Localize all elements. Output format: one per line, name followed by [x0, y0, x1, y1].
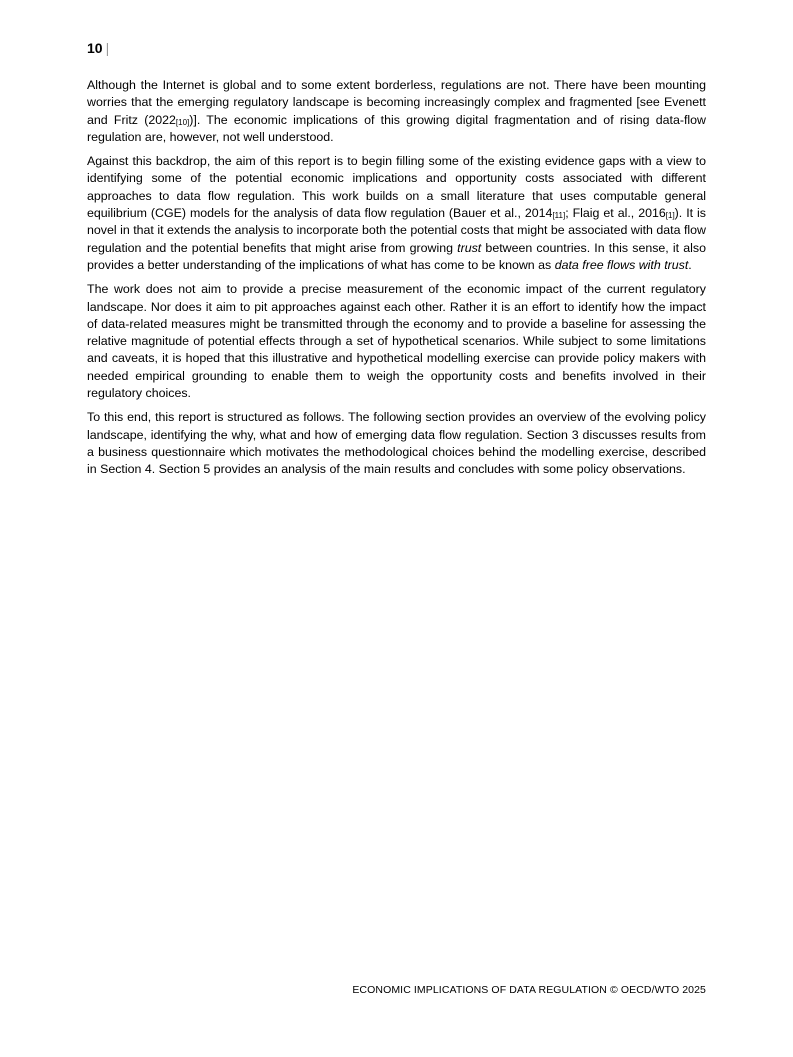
- paragraph-text: ). It is novel in that it extends the analysis to incorporate both the potential costs that might be associated with data flow regulation and the potential benefits that might arise from growing: [87, 206, 706, 255]
- paragraph-text: between countries. In this sense, it also provides a better understanding of the implications of what has come to be known as: [87, 240, 706, 272]
- paragraph-intro: [87, 77, 706, 146]
- paragraph-structure: To this end, this report is structured as follows. The following section provides an overview of the evolving policy landscape, identifying the why, what and how of emerging data flow regulation. Section 3 discusses results from a business questionnaire which motivates the methodological choices behind the modelling exercise, described in Section 4. Section 5 provides an analysis of the main results and concludes with some policy observations.: [87, 410, 706, 477]
- page-footer: ECONOMIC IMPLICATIONS OF DATA REGULATION © OECD/WTO 2025: [352, 984, 706, 996]
- emphasis-dfft: data free flows with trust: [554, 257, 689, 272]
- body-text: [87, 77, 706, 486]
- paragraph-text: Although the Internet is global and to some extent borderless, regulations are not. There have been mounting worries that the emerging regulatory landscape is becoming increasingly complex and fragmented [see Evenett and Fritz (2022: [87, 78, 706, 127]
- reference-marker: [1]: [665, 211, 675, 221]
- reference-marker: [10]: [175, 117, 190, 127]
- paragraph-aim: [87, 153, 706, 274]
- page-header: [87, 38, 109, 58]
- paragraph-text: )]. The economic implications of this growing digital fragmentation and of rising data-flow regulation are, however, not well understood.: [87, 112, 706, 144]
- paragraph-text: Against this backdrop, the aim of this report is to begin filling some of the existing evidence gaps with a view to identifying some of the potential economic implications and opportunity costs associated with different approaches to data flow regulation. This work builds on a small literature that uses computable general equilibrium (CGE) models for the analysis of data flow regulation (Bauer et al., 2014: [87, 154, 706, 221]
- reference-marker: [11]: [552, 211, 566, 221]
- page-number: 10: [87, 40, 103, 56]
- paragraph-scope: The work does not aim to provide a precise measurement of the economic impact of the current regulatory landscape. Nor does it aim to pit approaches against each other. Rather it is an effort to identify how the impact of data-related measures might be transmitted through the economy and to provide a baseline for assessing the relative magnitude of potential effects through a set of hypothetical scenarios. While subject to some limitations and caveats, it is hoped that this illustrative and hypothetical modelling exercise can provide policy makers with needed empirical grounding to enable them to weigh the opportunity costs and benefits involved in their regulatory choices.: [87, 282, 706, 401]
- paragraph-text: ; Flaig et al., 2016: [565, 206, 666, 221]
- paragraph-text: .: [688, 257, 692, 272]
- emphasis-trust: trust: [457, 240, 482, 255]
- header-separator: |: [105, 40, 110, 56]
